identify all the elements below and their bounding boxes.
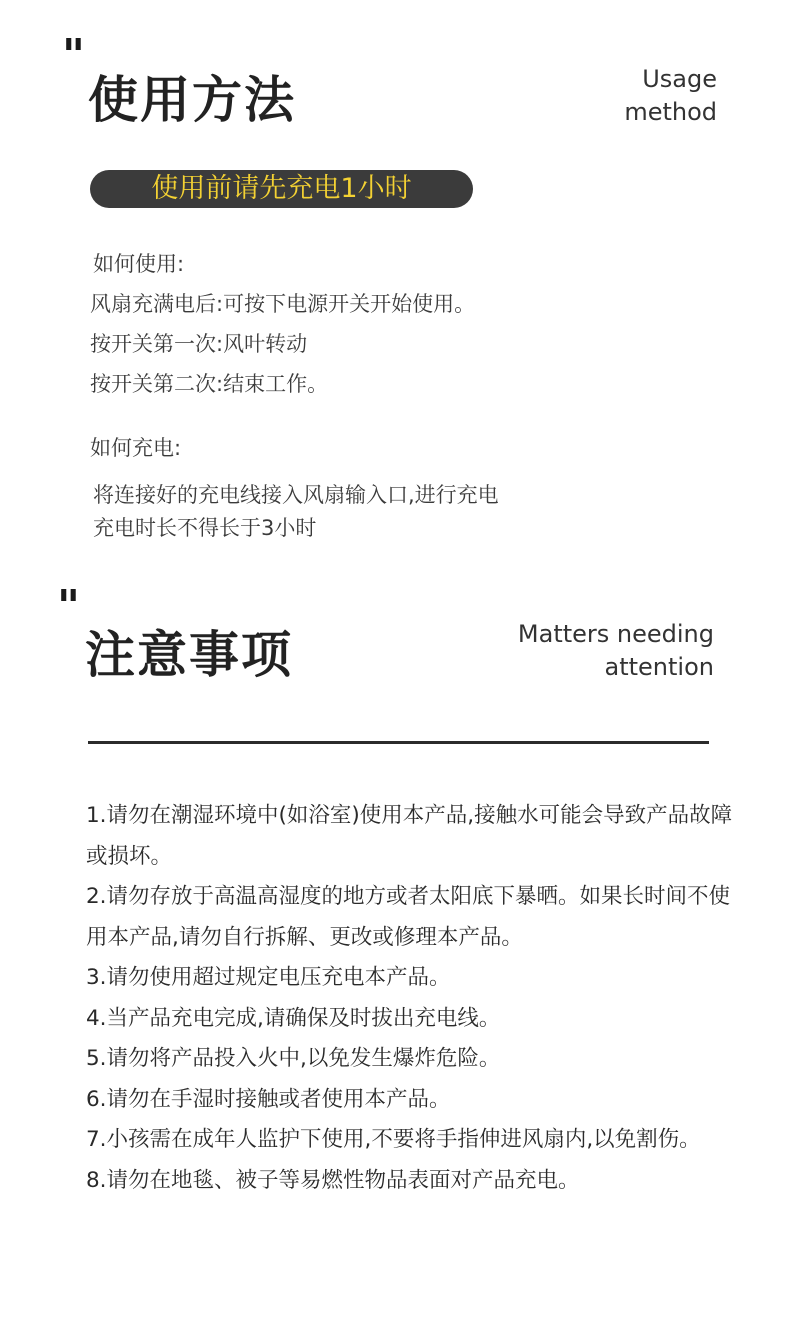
usage-title-en (517, 63, 717, 129)
attention-item: 5.请勿将产品投入火中,以免发生爆炸危险。 (86, 1046, 501, 1071)
usage-title-en-line2: method (624, 98, 717, 126)
attention-item: 3.请勿使用超过规定电压充电本产品。 (86, 965, 451, 990)
usage-title: 使用方法 (88, 71, 296, 129)
how-to-use-line: 风扇充满电后:可按下电源开关开始使用。 (90, 292, 476, 316)
usage-title-en-line1: Usage (642, 65, 717, 93)
attention-item: 7.小孩需在成年人监护下使用,不要将手指伸进风扇内,以免割伤。 (86, 1127, 701, 1152)
how-to-use-heading: 如何使用: (93, 252, 185, 276)
attention-list (86, 796, 736, 1201)
quote-mark-icon: " (62, 30, 81, 81)
attention-title-en-line2: attention (604, 653, 714, 681)
attention-item: 4.当产品充电完成,请确保及时拔出充电线。 (86, 1005, 501, 1031)
attention-title-en (394, 618, 714, 684)
quote-mark-icon: " (57, 581, 76, 632)
attention-item: 2.请勿存放于高温高湿度的地方或者太阳底下暴晒。如果长时间不使用本产品,请勿自行拆解、更改或修理本产品。 (86, 884, 731, 950)
how-to-charge-heading: 如何充电: (90, 436, 182, 460)
attention-item: 6.请勿在手湿时接触或者使用本产品。 (86, 1086, 451, 1112)
how-to-charge-line: 将连接好的充电线接入风扇输入口,进行充电 (93, 483, 499, 507)
attention-title: 注意事项 (85, 626, 293, 684)
how-to-use-line: 按开关第一次:风叶转动 (90, 332, 308, 356)
how-to-charge-line: 充电时长不得长于3小时 (93, 516, 317, 540)
attention-title-en-line1: Matters needing (517, 620, 714, 648)
attention-item: 1.请勿在潮湿环境中(如浴室)使用本产品,接触水可能会导致产品故障或损坏。 (86, 803, 733, 869)
section-divider (88, 741, 709, 744)
charge-first-banner: 使用前请先充电1小时 (90, 170, 473, 208)
how-to-use-line: 按开关第二次:结束工作。 (90, 372, 329, 396)
attention-item: 8.请勿在地毯、被子等易燃性物品表面对产品充电。 (86, 1167, 580, 1193)
